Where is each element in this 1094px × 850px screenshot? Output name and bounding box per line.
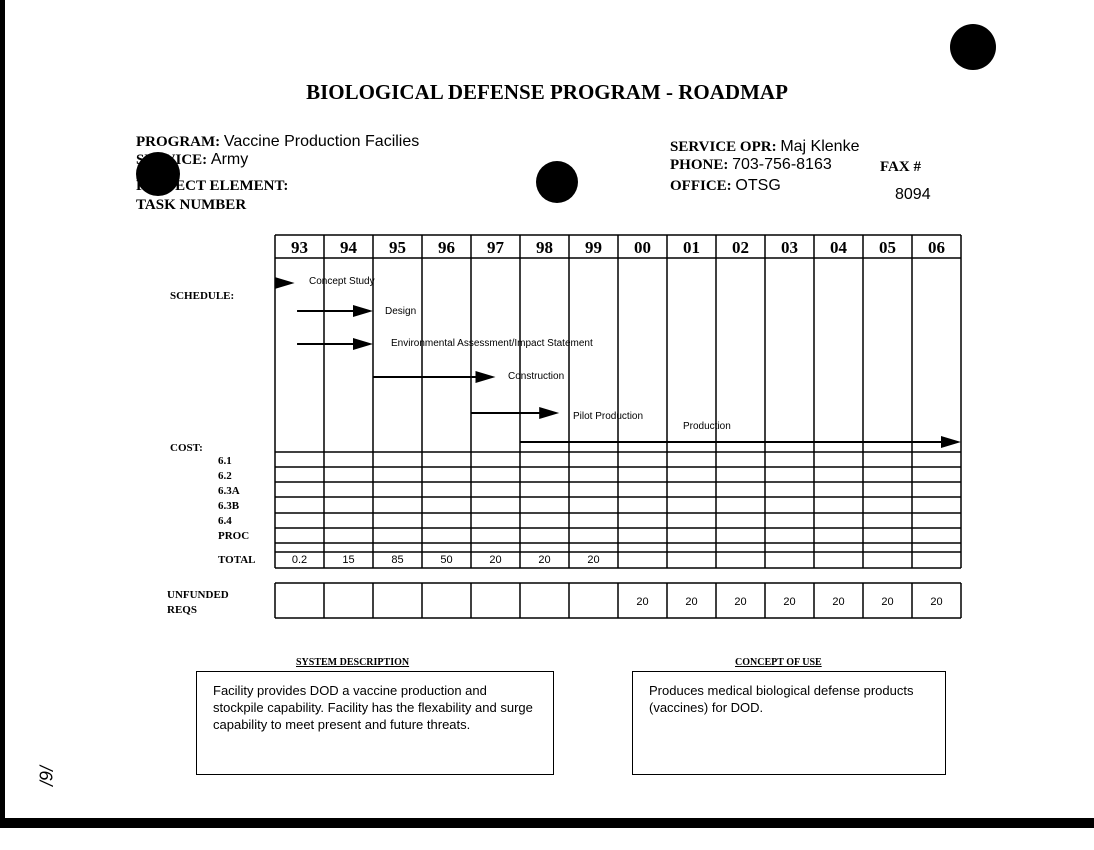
arrow-head-icon	[353, 305, 373, 317]
fax-label: FAX #	[880, 159, 921, 175]
schedule-task-label: Environmental Assessment/Impact Statement	[391, 338, 593, 349]
total-cell: 50	[440, 554, 453, 566]
year-header: 02	[732, 238, 749, 257]
concept-of-use-text: Produces medical biological defense products (vaccines) for DOD.	[649, 683, 914, 715]
year-header: 00	[634, 238, 651, 257]
total-cell: 15	[342, 554, 355, 566]
system-description-text: Facility provides DOD a vaccine production and stockpile capability. Facility has the flexability and surge capability to meet present and future threats.	[213, 683, 533, 732]
concept-of-use-box	[632, 671, 946, 775]
cost-row-label: 6.4	[218, 515, 232, 527]
program-value: Vaccine Production Facilies	[223, 133, 420, 150]
reqs-label: REQS	[167, 604, 197, 616]
service-label: SERVICE:	[136, 152, 208, 168]
schedule-task-label: Production	[683, 421, 731, 432]
total-label: TOTAL	[218, 554, 256, 566]
total-cell: 20	[587, 554, 600, 566]
year-header: 01	[683, 238, 700, 257]
year-header: 93	[291, 238, 308, 257]
schedule-task-label: Construction	[508, 371, 565, 382]
scan-border-left	[0, 0, 5, 828]
program-label: PROGRAM:	[136, 134, 221, 150]
year-header: 04	[830, 238, 847, 257]
unfunded-cell: 20	[783, 596, 796, 608]
cost-row-label: 6.1	[218, 455, 232, 467]
total-cell: 20	[538, 554, 551, 566]
unfunded-label: UNFUNDED	[167, 589, 229, 601]
service-opr-label: SERVICE OPR:	[670, 139, 777, 155]
scan-border-bottom	[0, 818, 1094, 828]
unfunded-cell: 20	[881, 596, 894, 608]
year-header: 06	[928, 238, 945, 257]
unfunded-cell: 20	[685, 596, 698, 608]
arrow-head-icon	[353, 338, 373, 350]
project-element-label: PROJECT ELEMENT:	[136, 178, 289, 194]
year-header: 03	[781, 238, 798, 257]
phone-label: PHONE:	[670, 157, 729, 173]
system-description-box	[196, 671, 554, 775]
arrow-head-icon	[941, 436, 961, 448]
phone-value: 703-756-8163	[732, 156, 832, 173]
year-header: 96	[438, 238, 455, 257]
fax-value: 8094	[895, 186, 931, 203]
year-header: 99	[585, 238, 602, 257]
year-header: 97	[487, 238, 504, 257]
year-header: 98	[536, 238, 553, 257]
unfunded-cell: 20	[930, 596, 943, 608]
arrow-head-icon	[275, 277, 295, 289]
schedule-task-label: Concept Study	[309, 276, 375, 287]
cost-row-label: 6.3B	[218, 500, 240, 512]
concept-of-use-heading: CONCEPT OF USE	[735, 657, 822, 668]
office-value: OTSG	[735, 177, 781, 194]
cost-row-label: 6.3A	[218, 485, 240, 497]
system-description-heading: SYSTEM DESCRIPTION	[296, 657, 410, 668]
total-cell: 20	[489, 554, 502, 566]
schedule-label: SCHEDULE:	[170, 290, 235, 302]
page-title: BIOLOGICAL DEFENSE PROGRAM - ROADMAP	[306, 80, 788, 104]
year-header: 94	[340, 238, 357, 257]
arrow-head-icon	[476, 371, 496, 383]
cost-row-label: 6.2	[218, 470, 232, 482]
cost-label: COST:	[170, 442, 203, 454]
year-header: 95	[389, 238, 406, 257]
task-number-label: TASK NUMBER	[136, 197, 247, 213]
office-label: OFFICE:	[670, 178, 732, 194]
schedule-task-label: Design	[385, 306, 417, 317]
unfunded-cell: 20	[636, 596, 649, 608]
total-cell: 0.2	[291, 554, 308, 566]
service-value: Army	[210, 151, 249, 168]
year-header: 05	[879, 238, 896, 257]
schedule-task-label: Pilot Production	[573, 411, 644, 422]
cost-row-label: PROC	[218, 530, 250, 542]
unfunded-cell: 20	[734, 596, 747, 608]
service-opr-value: Maj Klenke	[780, 138, 860, 155]
total-cell: 85	[391, 554, 404, 566]
unfunded-cell: 20	[832, 596, 845, 608]
arrow-head-icon	[539, 407, 559, 419]
handwritten-mark: /6/	[35, 765, 56, 786]
